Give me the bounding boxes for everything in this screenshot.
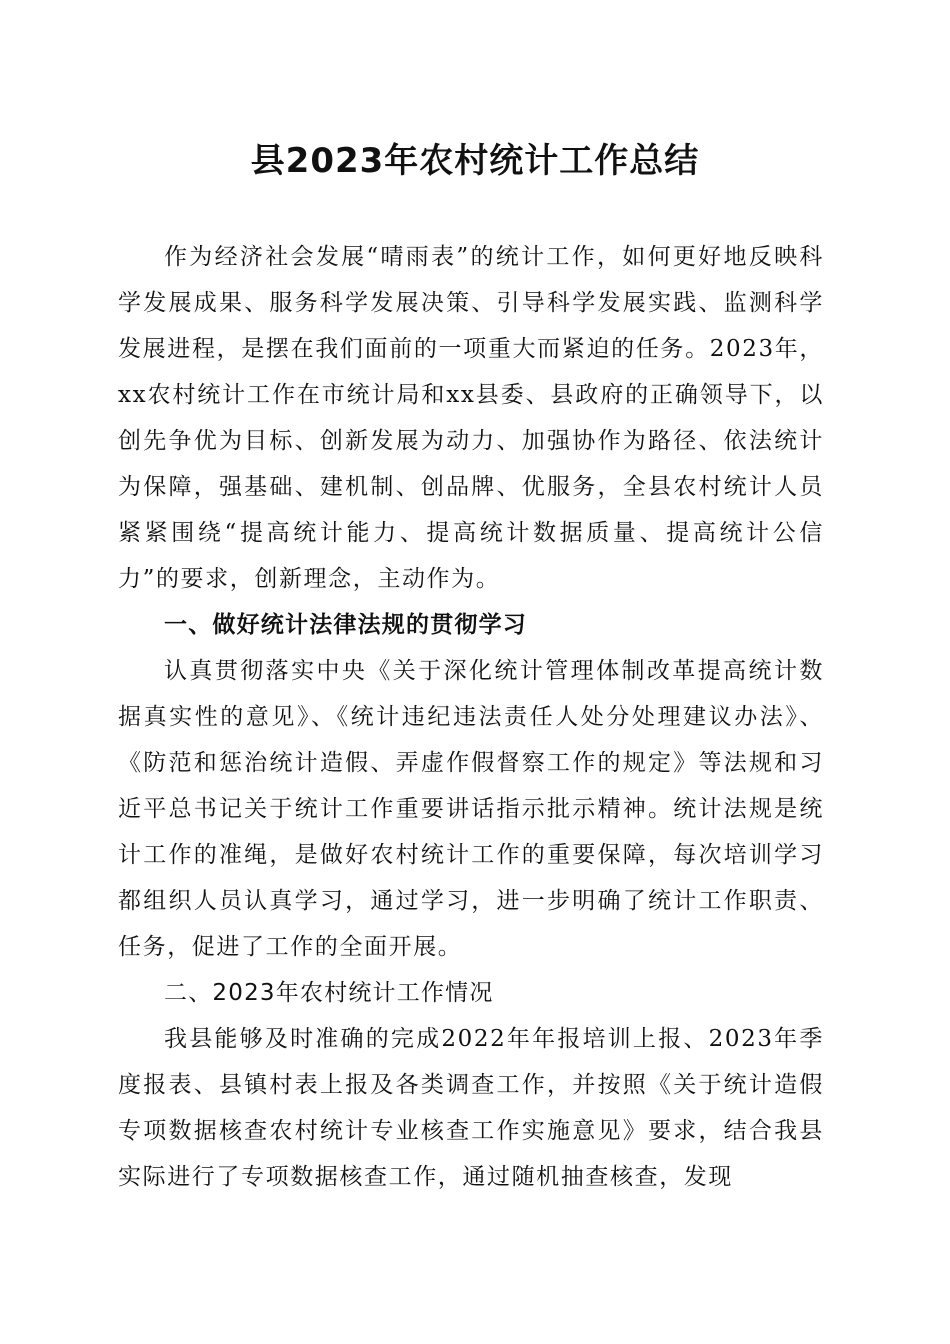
section-1-paragraph: 认真贯彻落实中央《关于深化统计管理体制改革提高统计数据真实性的意见》、《统计违纪违法责任人处分处理建议办法》、《防范和惩治统计造假、弄虚作假督察工作的规定》等法规和习近平总书记关于统计工作重要讲话指示批示精神。统计法规是统计工作的准绳，是做好农村统计工作的重要保障，每次培训学习都组织人员认真学习，通过学习，进一步明确了统计工作职责、任务，促进了工作的全面开展。 bbox=[118, 658, 824, 960]
intro-paragraph: 作为经济社会发展“晴雨表”的统计工作，如何更好地反映科学发展成果、服务科学发展决策、引导科学发展实践、监测科学发展进程，是摆在我们面前的一项重大而紧迫的任务。2023年，xx农村统计工作在市统计局和xx县委、县政府的正确领导下，以创先争优为目标、创新发展为动力、加强协作为路径、依法统计为保障，强基础、建机制、创品牌、优服务，全县农村统计人员紧紧围绕“提高统计能力、提高统计数据质量、提高统计公信力”的要求，创新理念，主动作为。 bbox=[118, 244, 824, 592]
document-body bbox=[118, 234, 824, 1200]
section-1-heading: 一、做好统计法律法规的贯彻学习 bbox=[164, 612, 527, 638]
section-2-paragraph: 我县能够及时准确的完成2022年年报培训上报、2023年季度报表、县镇村表上报及各类调查工作，并按照《关于统计造假专项数据核查农村统计专业核查工作实施意见》要求，结合我县实际进行了专项数据核查工作，通过随机抽查核查，发现 bbox=[118, 1026, 824, 1190]
document-title: 县2023年农村统计工作总结 bbox=[250, 141, 700, 181]
section-2-heading: 二、2023年农村统计工作情况 bbox=[164, 980, 494, 1006]
